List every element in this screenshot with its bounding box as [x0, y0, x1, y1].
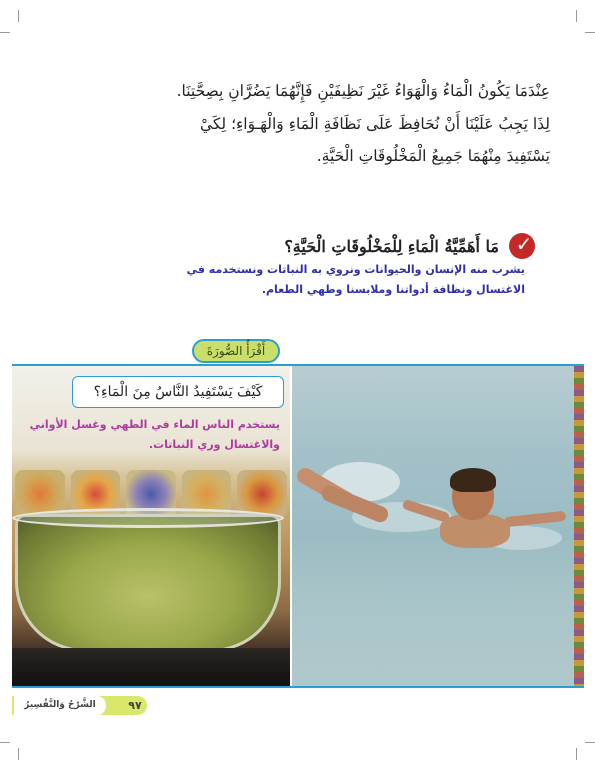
crop-mark — [18, 10, 19, 22]
stove — [12, 648, 290, 686]
answer-line-2: الاغتسال ونظافة أدواتنا وملابسنا وطهي الطعام. — [261, 283, 525, 296]
read-picture-tag: أَقْرَأُ الصُّورَةَ — [192, 339, 280, 363]
paragraph-line-1: عِنْدَمَا يَكُونُ الْمَاءُ وَالْهَوَاءُ غَيْرَ نَظِيفَيْنِ فَإِنَّهُمَا يَضُرَّانِ بِصِحَّتِنَا. — [176, 82, 550, 100]
boy-hair — [450, 468, 496, 492]
picture-question-box: كَيْفَ يَسْتَفِيدُ النَّاسُ مِنَ الْمَاءِ؟ — [72, 376, 284, 408]
swimming-photo — [292, 366, 574, 686]
question-title: مَا أَهَمِّيَّةُ الْمَاءِ لِلْمَخْلُوقَاتِ الْحَيَّةِ؟ — [284, 236, 499, 256]
footer-label: الشَّرْحُ وَالتَّفْسِيرُ — [14, 696, 106, 715]
page-footer — [12, 696, 147, 715]
paragraph-line-2: لِذَا يَجِبُ عَلَيْنَا أَنْ نُحَافِظَ عَلَى نَظَافَةِ الْمَاءِ وَالْهَـوَاءِ؛ لِكَيْ — [199, 115, 550, 133]
section-divider-bottom — [12, 686, 584, 688]
crop-mark — [585, 742, 595, 743]
crop-mark — [0, 742, 10, 743]
picture-answer-line-2: والاغتسال وري النباتات. — [148, 438, 280, 451]
crop-mark — [18, 748, 19, 760]
answer-line-1: يشرب منه الإنسان والحيوانات ونروي به النباتات ونستخدمه في — [186, 263, 525, 276]
cooking-photo-panel — [12, 366, 290, 686]
crop-mark — [0, 32, 10, 33]
checkmark-icon: ✓ — [509, 233, 535, 259]
decorative-border — [574, 366, 584, 686]
crop-mark — [576, 10, 577, 22]
page-number: ٩٧ — [128, 699, 142, 712]
picture-answer-line-1: يستخدم الناس الماء في الطهي وغسل الأواني — [29, 418, 280, 431]
question-heading — [65, 232, 535, 260]
boy-arm — [504, 511, 567, 527]
crop-mark — [585, 32, 595, 33]
cooking-photo — [12, 366, 290, 686]
paragraph-line-3: يَسْتَفِيدَ مِنْهُمَا جَمِيعُ الْمَخْلُوقَاتِ الْحَيَّةِ. — [316, 147, 550, 165]
crop-mark — [576, 748, 577, 760]
pot-rim — [12, 508, 284, 528]
glass-pot — [15, 514, 281, 652]
